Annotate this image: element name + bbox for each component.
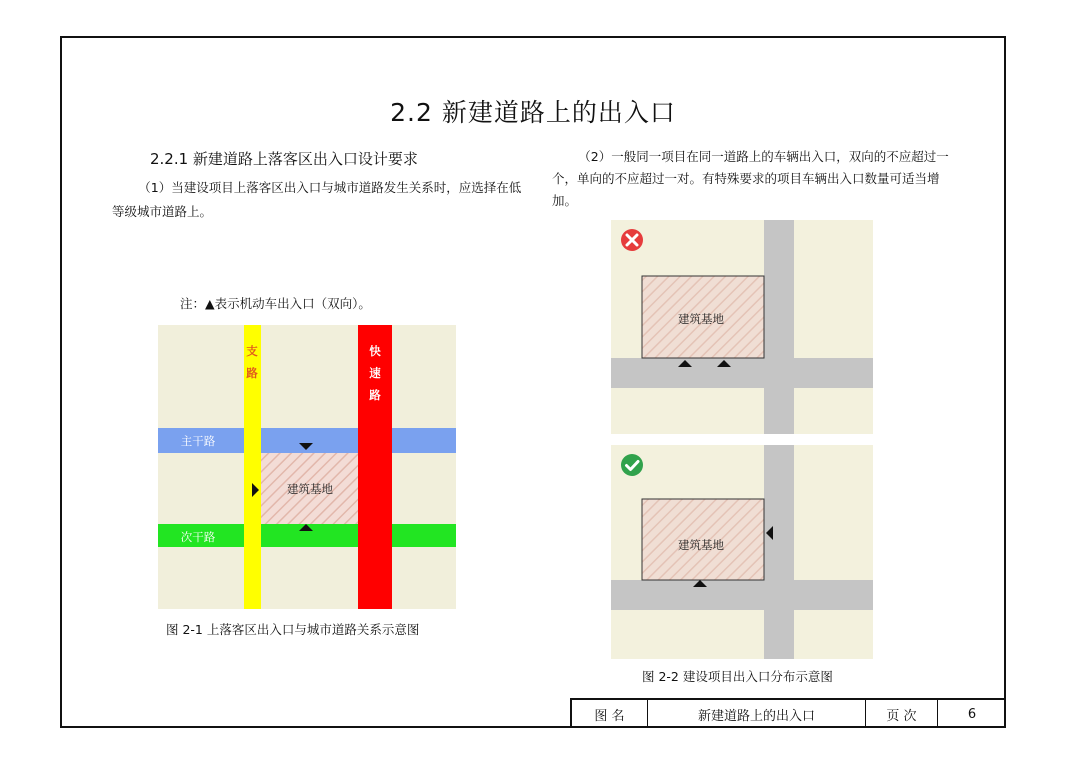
paragraph-1: （1）当建设项目上落客区出入口与城市道路发生关系时，应选择在低等级城市道路上。 xyxy=(112,180,522,219)
vertical-road xyxy=(764,220,794,434)
building-label: 建筑基地 xyxy=(678,312,724,326)
title-block xyxy=(570,698,1006,728)
check-icon xyxy=(621,454,643,476)
page-frame xyxy=(60,36,1006,728)
expressway-label-2: 速 xyxy=(369,366,381,380)
branch-road-label-1: 支 xyxy=(246,344,258,358)
page-title: 2.2 新建道路上的出入口 xyxy=(390,98,676,127)
horizontal-road xyxy=(611,358,873,388)
figure-2-caption: 图 2-2 建设项目出入口分布示意图 xyxy=(642,669,833,684)
figure-1-caption: 图 2-1 上落客区出入口与城市道路关系示意图 xyxy=(166,622,420,637)
figure-2-2-correct xyxy=(611,445,873,659)
page-number-label: 页 次 xyxy=(866,700,938,728)
building-label: 建筑基地 xyxy=(287,482,333,496)
figure-note: 注：▲表示机动车出入口（双向）。 xyxy=(180,296,371,311)
error-x-icon xyxy=(621,229,643,251)
figure-2-2-incorrect xyxy=(611,220,873,434)
expressway-label-1: 快 xyxy=(369,344,381,358)
vertical-road xyxy=(764,445,794,659)
main-road-label: 主干路 xyxy=(180,434,216,448)
building-label: 建筑基地 xyxy=(678,538,724,552)
section-heading: 2.2.1 新建道路上落客区出入口设计要求 xyxy=(150,150,418,168)
drawing-name-value: 新建道路上的出入口 xyxy=(648,700,866,728)
expressway-label-3: 路 xyxy=(369,388,381,402)
branch-road-label-2: 路 xyxy=(246,366,258,380)
horizontal-road xyxy=(611,580,873,610)
page-number-value: 6 xyxy=(967,706,977,722)
paragraph-2: （2）一般同一项目在同一道路上的车辆出入口，双向的不应超过一个，单向的不应超过一对。有特殊要求的项目车辆出入口数量可适当增加。 xyxy=(552,149,949,208)
secondary-road-label: 次干路 xyxy=(180,530,216,544)
drawing-name-label: 图 名 xyxy=(572,700,648,728)
figure-2-1 xyxy=(158,325,456,609)
